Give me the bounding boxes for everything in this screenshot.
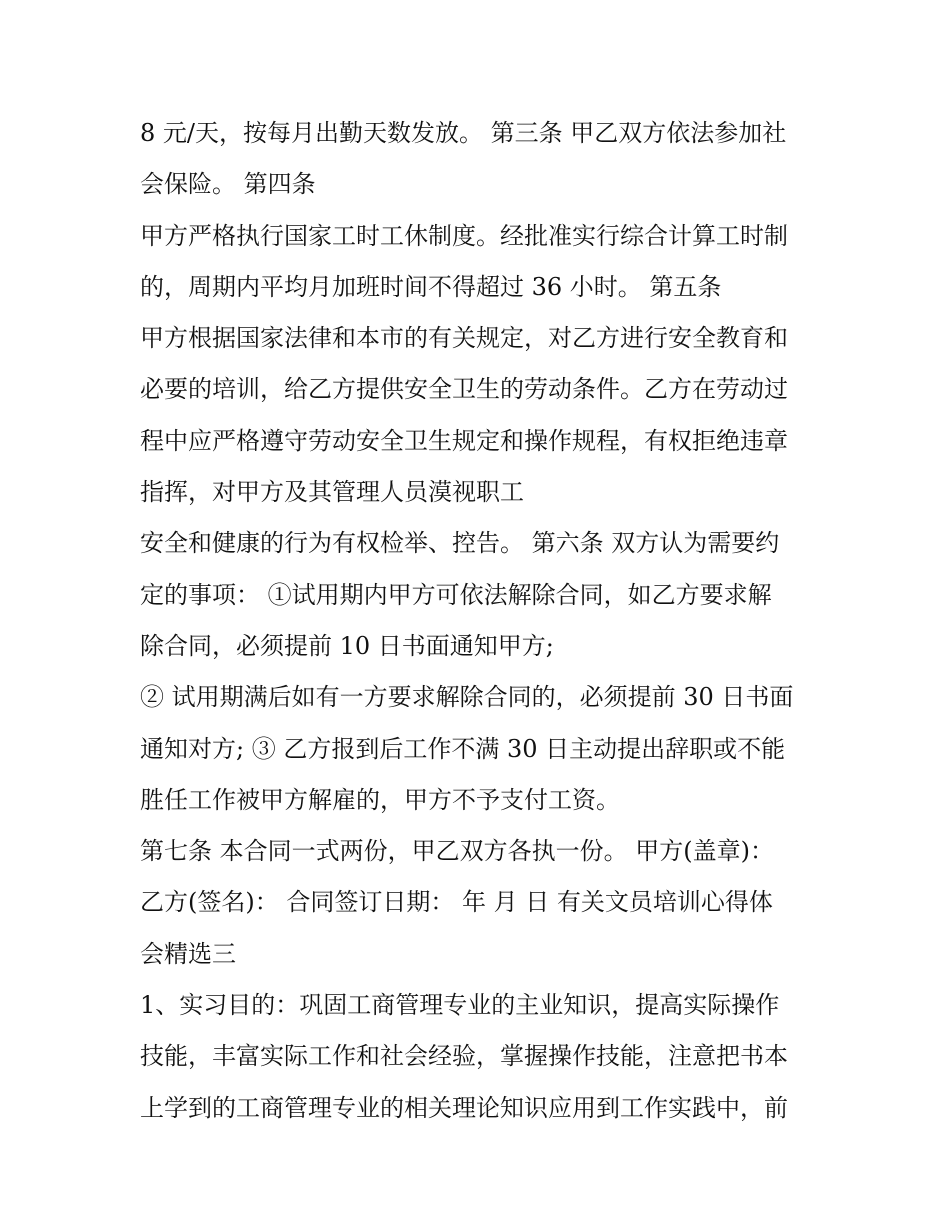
- text-line: 程中应严格遵守劳动安全卫生规定和操作规程，有权拒绝违章: [140, 426, 788, 455]
- text-line: 胜任工作被甲方解雇的，甲方不予支付工资。: [140, 785, 620, 814]
- text-line: 会精选三: [140, 939, 236, 968]
- text-line: 定的事项： ①试用期内甲方可依法解除合同，如乙方要求解: [140, 580, 772, 609]
- text-line: 第七条 本合同一式两份，甲乙双方各执一份。 甲方(盖章)：: [140, 837, 774, 866]
- text-line: 的，周期内平均月加班时间不得超过 36 小时。 第五条: [140, 272, 722, 301]
- text-line: 甲方严格执行国家工时工休制度。经批准实行综合计算工时制: [140, 221, 788, 250]
- text-line: 安全和健康的行为有权检举、控告。 第六条 双方认为需要约: [140, 529, 780, 558]
- text-line: 指挥，对甲方及其管理人员漠视职工: [140, 478, 524, 507]
- text-line: 会保险。 第四条: [140, 170, 316, 199]
- document-body: [140, 108, 830, 1134]
- text-line: 必要的培训，给乙方提供安全卫生的劳动条件。乙方在劳动过: [140, 375, 788, 404]
- text-line: 1、实习目的：巩固工商管理专业的主业知识，提高实际操作: [140, 991, 780, 1020]
- text-line: 乙方(签名)： 合同签订日期： 年 月 日 有关文员培训心得体: [140, 888, 773, 917]
- text-line: 除合同，必须提前 10 日书面通知甲方;: [140, 631, 554, 660]
- text-line: 甲方根据国家法律和本市的有关规定，对乙方进行安全教育和: [140, 324, 788, 353]
- text-line: 技能，丰富实际工作和社会经验，掌握操作技能，注意把书本: [140, 1042, 788, 1071]
- text-line: 8 元/天，按每月出勤天数发放。 第三条 甲乙双方依法参加社: [140, 119, 787, 147]
- text-line: 通知对方; ③ 乙方报到后工作不满 30 日主动提出辞职或不能: [140, 734, 786, 763]
- text-line: ② 试用期满后如有一方要求解除合同的，必须提前 30 日书面: [140, 683, 794, 712]
- text-line: 上学到的工商管理专业的相关理论知识应用到工作实践中，前: [140, 1093, 788, 1122]
